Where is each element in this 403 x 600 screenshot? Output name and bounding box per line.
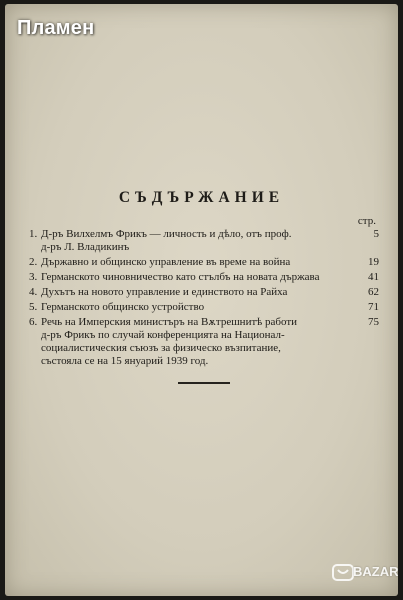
toc-entry-page: 5	[373, 228, 379, 240]
table-of-contents	[29, 228, 379, 370]
toc-entry-number: 5.	[29, 301, 38, 313]
toc-entry-number: 1.	[29, 228, 38, 240]
toc-entry-page: 75	[368, 316, 379, 328]
toc-entry-text: Германското чиновничество като стълбъ на новата държава	[41, 271, 320, 283]
toc-entry-text: Държавно и общинско управление въ време на война	[41, 256, 291, 268]
toc-entry-page: 19	[368, 256, 379, 268]
toc-entry	[29, 316, 379, 368]
bazar-logo-icon	[331, 560, 355, 584]
section-divider	[178, 382, 230, 384]
toc-entry	[29, 301, 379, 314]
toc-entry	[29, 256, 379, 269]
toc-entry-number: 4.	[29, 286, 38, 298]
toc-entry	[29, 228, 379, 254]
seller-watermark: Пламен	[17, 17, 95, 39]
book-page	[5, 4, 398, 596]
toc-entry-page: 71	[368, 301, 379, 313]
toc-entry-page: 41	[368, 271, 379, 283]
toc-entry-number: 2.	[29, 256, 38, 268]
toc-entry-text: Речь на Имперския министъръ на Вѫтрешнитѣ работи д-ръ Фрикъ по случай конференцията на Национал- социалистическия съюзъ за физическо възпитание, състояла се на 15 януарий 1939 год.	[41, 316, 298, 367]
toc-entry-text: Германското общинско устройство	[41, 301, 205, 313]
page-column-label: стр.	[357, 215, 376, 227]
toc-entry	[29, 286, 379, 299]
toc-entry-text: Духътъ на новото управление и единството на Райха	[41, 286, 288, 298]
page-title: СЪДЪРЖАНИЕ	[118, 189, 285, 206]
toc-entry	[29, 271, 379, 284]
toc-entry-text: Д-ръ Вилхелмъ Фрикъ — личность и дѣло, отъ проф. д-ръ Л. Владикинъ	[41, 228, 292, 253]
toc-entry-number: 6.	[29, 316, 38, 328]
toc-entry-page: 62	[368, 286, 379, 298]
toc-entry-number: 3.	[29, 271, 38, 283]
bazar-watermark: BAZAR	[353, 564, 398, 579]
